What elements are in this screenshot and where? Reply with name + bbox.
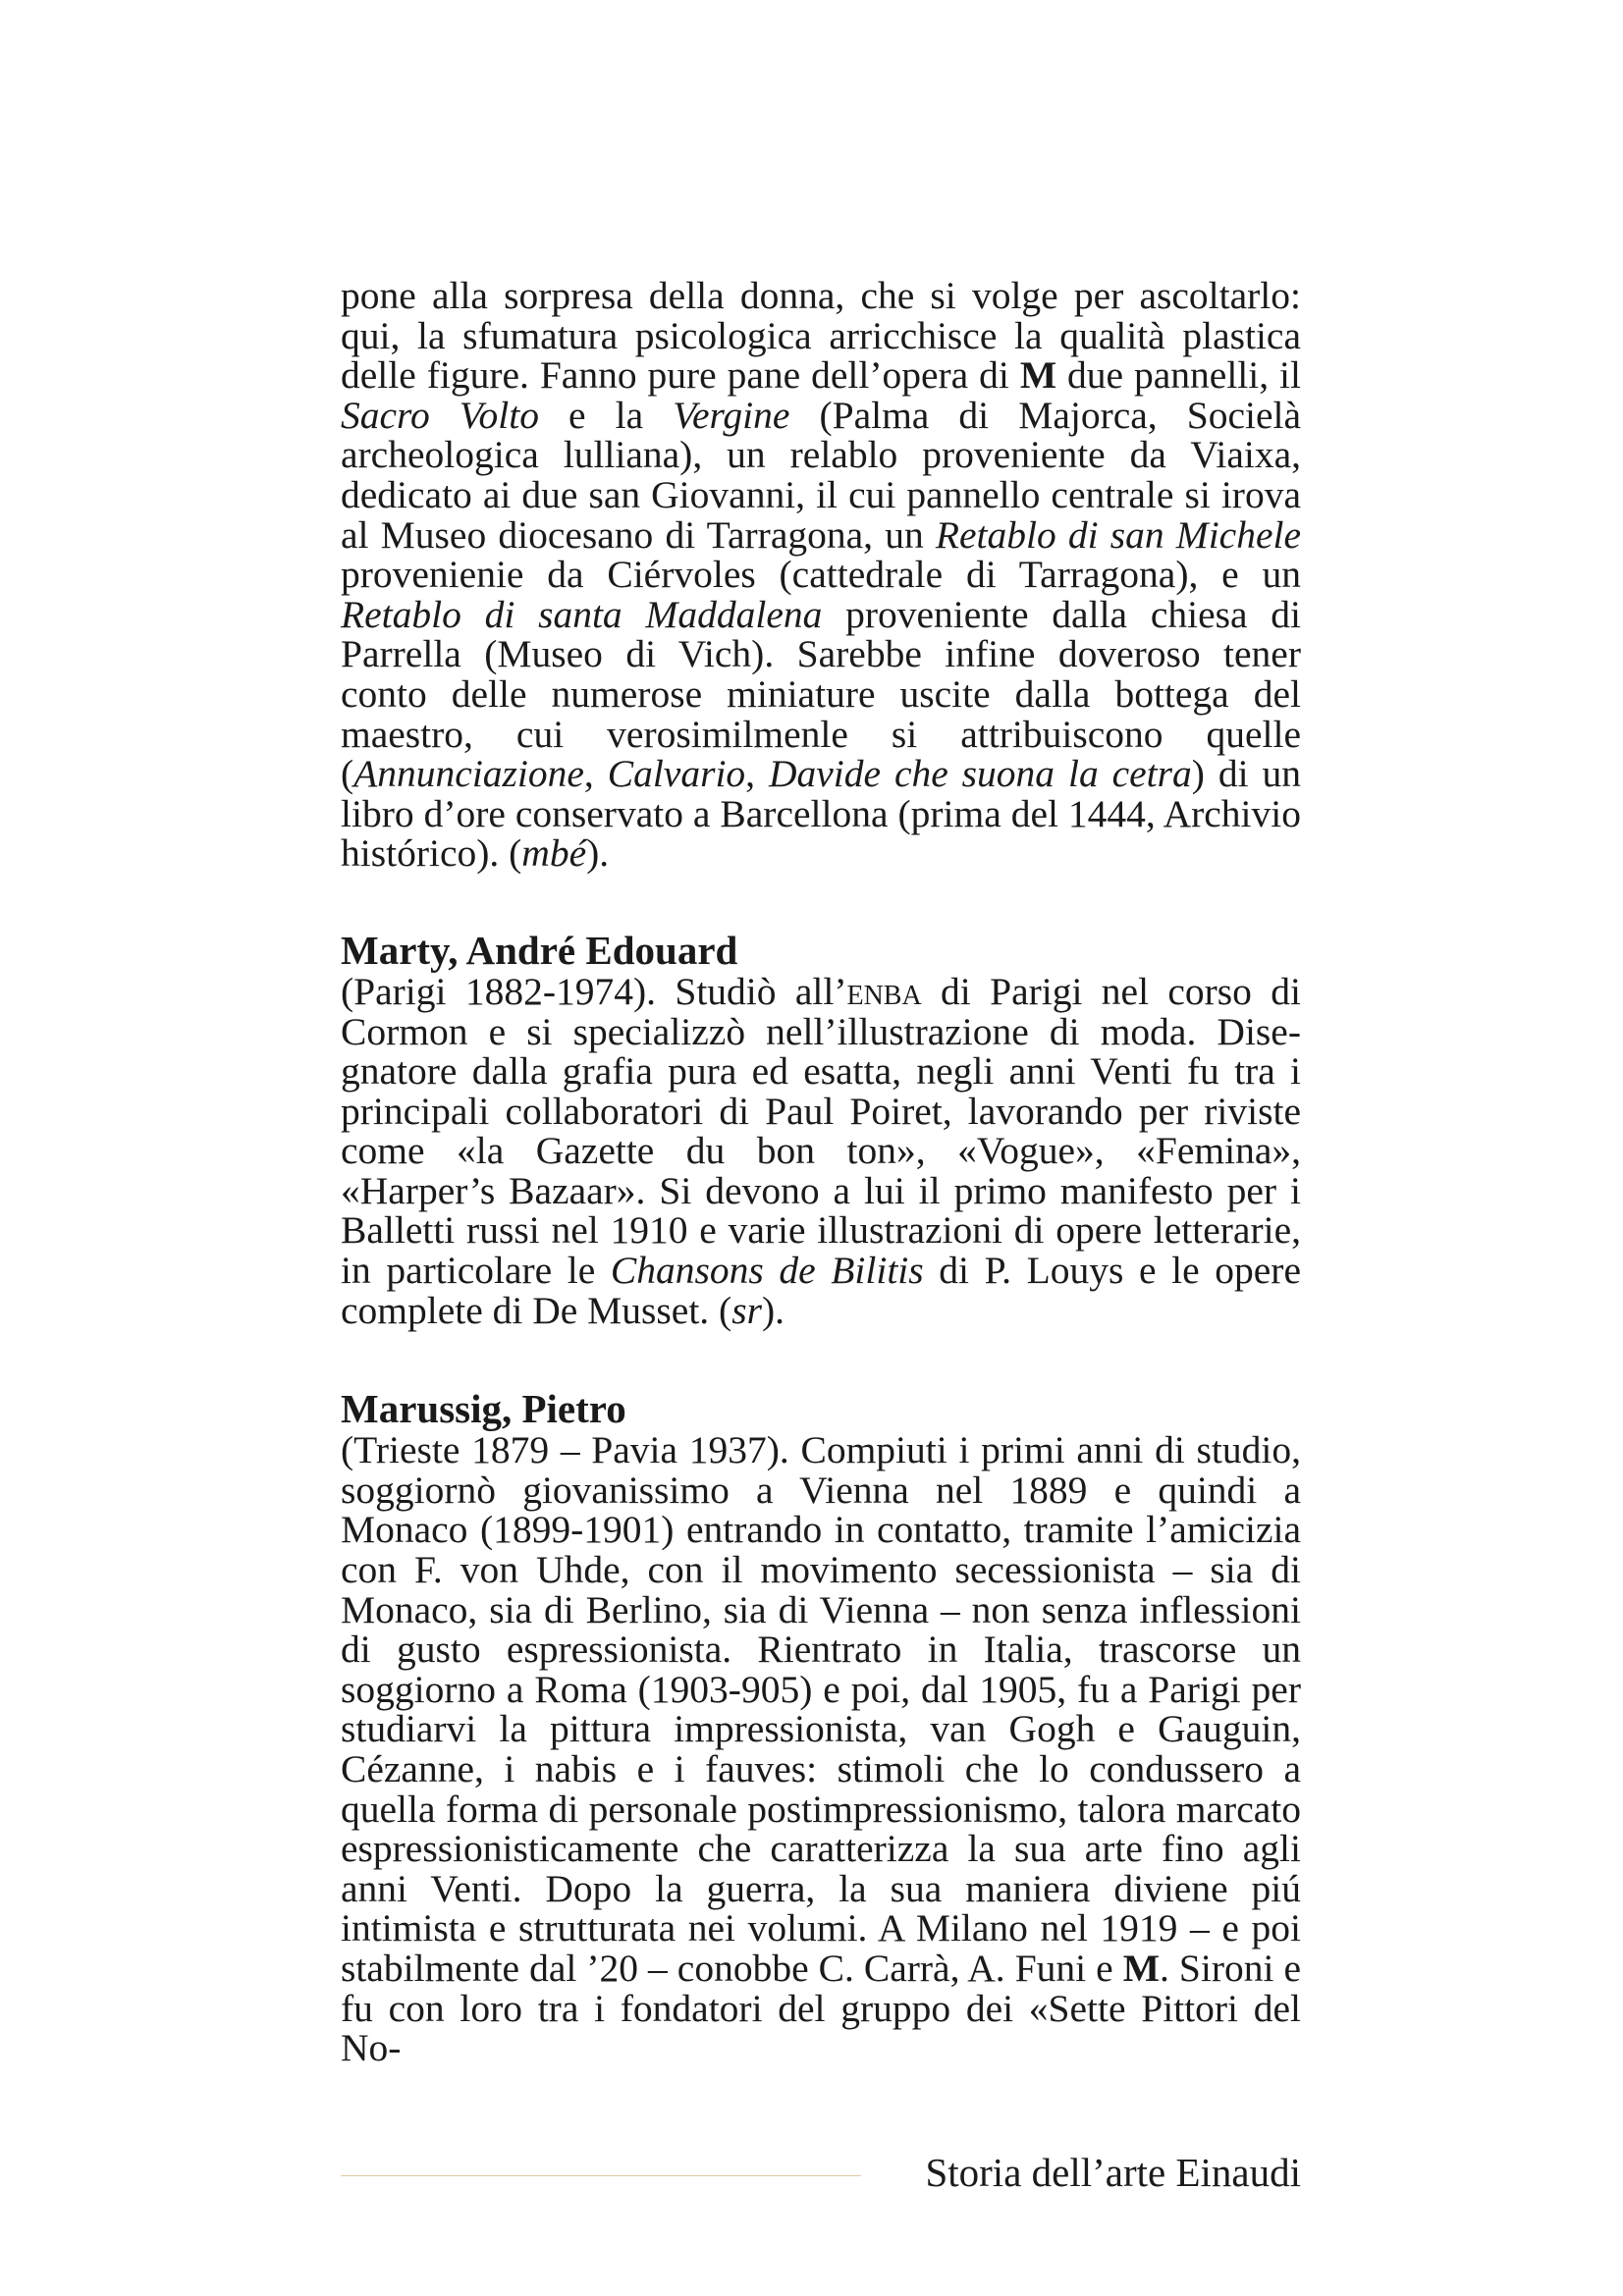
text-column [341, 276, 1301, 2068]
entry-heading: Marussig, Pietro [341, 1386, 626, 1432]
work-title: Davide che suona la cetra [768, 752, 1192, 796]
entry-body: (Trieste 1879 – Pavia 1937). Compiuti i primi anni di studio, soggiornò giovanissimo a Vienna nel 1889 e quindi a Monaco (1899-1901) entrando in contatto, tramite l’amicizia con F. von Uhde, con il movimento secessionista – sia di Monaco, sia di Berlino, sia di Vienna – non senza inflessioni di gusto espressionista. Rientrato in Italia, trascorse un soggiorno a Roma (1903-905) e poi, dal 1905, fu a Parigi per studiarvi la pittura impressionista, van Gogh e Gauguin, Cézanne, i nabis e i fauves: stimoli che lo condussero a quella forma di personale postimpressionismo, talora marcato espressionisticamente che caratterizza la sua arte fino agli anni Venti. Dopo la guerra, la sua maniera diviene piú intimista e strutturata nei volumi. A Milano nel 1919 – e poi stabilmente dal ’20 – conobbe C. Carrà, A. Funi e M. Sironi e fu con loro tra i fondatori del gruppo dei «Sette Pittori del No- [341, 1428, 1302, 2070]
footer-rule [341, 2175, 861, 2176]
entry-marty [341, 929, 1301, 1330]
work-title: Vergine [673, 393, 790, 437]
entry-heading: Marty, André Edouard [341, 927, 738, 973]
work-title: Chansons de Bilitis [610, 1249, 924, 1293]
entry-marussig [341, 1387, 1301, 2068]
work-title: Sacro Volto [341, 393, 539, 437]
work-title: Retablo di santa Maddalena [341, 592, 823, 636]
abbrev-initial: M [1019, 353, 1057, 398]
abbrev-initial: M [1122, 1946, 1160, 1990]
work-title: Annunciazione [353, 752, 584, 796]
author-initials: mbé [521, 831, 587, 876]
author-initials: sr [731, 1288, 762, 1332]
work-title: Retablo di san Michele [935, 512, 1301, 557]
continuation-paragraph: pone alla sorpresa della donna, che si volge per ascoltarlo: qui, la sfumatura psicologica arricchisce la qualità plastica delle figure. Fanno pure pane dell’opera di M due pannelli, il Sacro Volto e la Vergine (Palma di Majorca, Socielà archeologica lulliana), un relablo proveniente da Viaixa, dedicato ai due san Giovanni, il cui pannello centrale si irova al Museo diocesano di Tarragona, un Retablo di san Michele provenienie da Ciérvoles (cattedrale di Tarragona), e un Retablo di santa Maddalena proveniente dalla chiesa di Parrella (Museo di Vich). Sarebbe infine doveroso tener conto delle numerose miniature uscite dalla bottega del maestro, cui verosimilmenle si attribuiscono quelle (Annunciazione, Calvario, Davide che suona la cetra) di un libro d’ore conservato a Barcellona (prima del 1444, Archivio histórico). (mbé). [341, 274, 1302, 876]
entry-body: (Parigi 1882-1974). Studiò all’enba di Parigi nel corso di Cormon e si specializzò nell’illustrazione di moda. Disegnatore dalla grafia pura ed esatta, negli anni Venti fu tra i principali collaboratori di Paul Poiret, lavorando per riviste come «la Gazette du bon ton», «Vogue», «Femina», «Harper’s Bazaar». Si devono a lui il primo manifesto per i Balletti russi nel 1910 e varie illustrazioni di opere letterarie, in particolare le Chansons de Bilitis di P. Louys e le opere complete di De Musset. (sr). [341, 969, 1301, 1332]
school-acronym: enba [846, 969, 922, 1013]
footer-title: Storia dell’arte Einaudi [925, 2150, 1301, 2195]
work-title: Calvario [607, 752, 746, 796]
